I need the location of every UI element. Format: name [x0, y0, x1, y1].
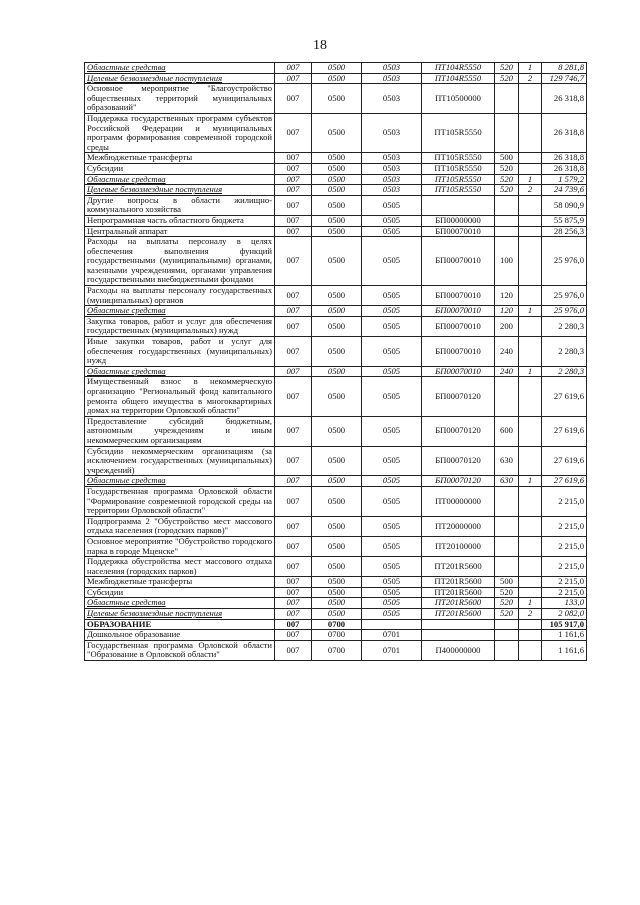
section-code-cell: 0500 [312, 286, 362, 306]
subsection-code-cell [362, 619, 422, 630]
ministry-code-cell: 007 [275, 237, 312, 286]
table-row [85, 286, 587, 306]
expense-type-cell [495, 536, 519, 556]
funding-source-cell [519, 446, 542, 476]
subsection-code-cell: 0505 [362, 195, 422, 215]
expense-name-cell: Субсидии [85, 163, 275, 174]
expense-name-cell: Государственная программа Орловской области "Образование в Орловской области" [85, 640, 275, 660]
subsection-code-cell: 0503 [362, 185, 422, 196]
expense-name-cell: Областные средства [85, 476, 275, 487]
target-article-cell: ПТ105R5550 [422, 185, 495, 196]
section-code-cell: 0500 [312, 306, 362, 317]
ministry-code-cell: 007 [275, 536, 312, 556]
subsection-code-cell: 0505 [362, 587, 422, 598]
section-code-cell: 0500 [312, 237, 362, 286]
subsection-code-cell: 0503 [362, 163, 422, 174]
expense-type-cell: 520 [495, 185, 519, 196]
section-code-cell: 0700 [312, 640, 362, 660]
table-row [85, 516, 587, 536]
expense-name-cell: Областные средства [85, 174, 275, 185]
funding-source-cell: 1 [519, 366, 542, 377]
target-article-cell: ПТ104R5550 [422, 63, 495, 74]
amount-cell: 27 619,6 [542, 446, 587, 476]
expense-name-cell: Непрограммная часть областного бюджета [85, 215, 275, 226]
section-code-cell: 0500 [312, 577, 362, 588]
subsection-code-cell: 0701 [362, 640, 422, 660]
table-row [85, 237, 587, 286]
target-article-cell: ПТ201R5600 [422, 609, 495, 620]
expense-name-cell: Поддержка обустройства мест массового отдыха населения (городских парков) [85, 557, 275, 577]
subsection-code-cell: 0505 [362, 516, 422, 536]
table-row [85, 446, 587, 476]
ministry-code-cell: 007 [275, 215, 312, 226]
funding-source-cell [519, 516, 542, 536]
subsection-code-cell: 0503 [362, 73, 422, 84]
expense-name-cell: Целевые безвозмездные поступления [85, 185, 275, 196]
expense-type-cell: 600 [495, 416, 519, 446]
expense-name-cell: Областные средства [85, 598, 275, 609]
amount-cell: 2 215,0 [542, 557, 587, 577]
expense-name-cell: Центральный аппарат [85, 226, 275, 237]
expense-type-cell [495, 226, 519, 237]
funding-source-cell [519, 237, 542, 286]
expense-name-cell: Областные средства [85, 366, 275, 377]
funding-source-cell [519, 215, 542, 226]
amount-cell: 2 280,3 [542, 366, 587, 377]
expense-name-cell: Расходы на выплаты персоналу в целях обеспечения выполнения функций государственными (муниципальными) органами, казенными учреждениями, органами управления государственными внебюджетными фондами [85, 237, 275, 286]
funding-source-cell [519, 113, 542, 152]
ministry-code-cell: 007 [275, 516, 312, 536]
section-code-cell: 0500 [312, 516, 362, 536]
funding-source-cell: 1 [519, 174, 542, 185]
expense-name-cell: ОБРАЗОВАНИЕ [85, 619, 275, 630]
table-row [85, 337, 587, 367]
ministry-code-cell: 007 [275, 366, 312, 377]
amount-cell: 55 875,9 [542, 215, 587, 226]
subsection-code-cell: 0503 [362, 174, 422, 185]
section-code-cell: 0500 [312, 113, 362, 152]
amount-cell: 1 161,6 [542, 640, 587, 660]
ministry-code-cell: 007 [275, 306, 312, 317]
amount-cell: 2 215,0 [542, 587, 587, 598]
ministry-code-cell: 007 [275, 185, 312, 196]
amount-cell: 2 082,0 [542, 609, 587, 620]
amount-cell: 2 215,0 [542, 486, 587, 516]
expense-name-cell: Основное мероприятие "Обустройство городского парка в городе Мценске" [85, 536, 275, 556]
section-code-cell: 0500 [312, 316, 362, 336]
target-article-cell: ПТ201R5600 [422, 557, 495, 577]
table-row [85, 366, 587, 377]
ministry-code-cell: 007 [275, 486, 312, 516]
target-article-cell: ПТ105R5550 [422, 113, 495, 152]
section-code-cell: 0500 [312, 476, 362, 487]
subsection-code-cell: 0505 [362, 577, 422, 588]
funding-source-cell [519, 84, 542, 114]
expense-type-cell: 520 [495, 163, 519, 174]
funding-source-cell [519, 486, 542, 516]
target-article-cell: ПТ105R5550 [422, 174, 495, 185]
target-article-cell: ПТ20100000 [422, 536, 495, 556]
expense-name-cell: Межбюджетные трансферты [85, 577, 275, 588]
subsection-code-cell: 0505 [362, 416, 422, 446]
ministry-code-cell: 007 [275, 630, 312, 641]
funding-source-cell [519, 630, 542, 641]
table-row [85, 84, 587, 114]
table-row [85, 486, 587, 516]
expense-type-cell: 500 [495, 153, 519, 164]
funding-source-cell: 1 [519, 476, 542, 487]
target-article-cell: ПТ201R5600 [422, 598, 495, 609]
expense-name-cell: Целевые безвозмездные поступления [85, 73, 275, 84]
expense-type-cell: 500 [495, 577, 519, 588]
ministry-code-cell: 007 [275, 226, 312, 237]
expense-type-cell [495, 113, 519, 152]
amount-cell: 58 090,9 [542, 195, 587, 215]
expense-name-cell: Дошкольное образование [85, 630, 275, 641]
amount-cell: 25 976,0 [542, 286, 587, 306]
funding-source-cell: 1 [519, 306, 542, 317]
target-article-cell: БП00070010 [422, 316, 495, 336]
expense-type-cell: 520 [495, 73, 519, 84]
table-row [85, 306, 587, 317]
expense-name-cell: Основное мероприятие "Благоустройство общественных территорий муниципальных образований" [85, 84, 275, 114]
amount-cell: 24 739,6 [542, 185, 587, 196]
expense-name-cell: Подпрограмма 2 "Обустройство мест массового отдыха населения (городских парков)" [85, 516, 275, 536]
ministry-code-cell: 007 [275, 316, 312, 336]
ministry-code-cell: 007 [275, 557, 312, 577]
subsection-code-cell: 0505 [362, 337, 422, 367]
table-row [85, 63, 587, 74]
amount-cell: 25 976,0 [542, 306, 587, 317]
funding-source-cell [519, 536, 542, 556]
section-code-cell: 0500 [312, 557, 362, 577]
amount-cell: 1 579,2 [542, 174, 587, 185]
expense-type-cell [495, 195, 519, 215]
section-code-cell: 0700 [312, 630, 362, 641]
expense-name-cell: Межбюджетные трансферты [85, 153, 275, 164]
funding-source-cell [519, 153, 542, 164]
funding-source-cell: 2 [519, 185, 542, 196]
expense-type-cell: 630 [495, 446, 519, 476]
section-code-cell: 0500 [312, 337, 362, 367]
subsection-code-cell: 0503 [362, 84, 422, 114]
subsection-code-cell: 0505 [362, 316, 422, 336]
amount-cell: 26 318,8 [542, 153, 587, 164]
expense-type-cell [495, 640, 519, 660]
expense-type-cell: 200 [495, 316, 519, 336]
funding-source-cell: 1 [519, 598, 542, 609]
target-article-cell: ПТ105R5550 [422, 153, 495, 164]
table-row [85, 163, 587, 174]
amount-cell: 28 256,3 [542, 226, 587, 237]
table-row [85, 577, 587, 588]
expense-type-cell [495, 619, 519, 630]
subsection-code-cell: 0505 [362, 598, 422, 609]
budget-table [84, 62, 587, 661]
section-code-cell: 0700 [312, 619, 362, 630]
section-code-cell: 0500 [312, 195, 362, 215]
funding-source-cell [519, 316, 542, 336]
section-code-cell: 0500 [312, 587, 362, 598]
ministry-code-cell: 007 [275, 174, 312, 185]
table-row [85, 174, 587, 185]
expense-type-cell: 240 [495, 366, 519, 377]
expense-type-cell [495, 516, 519, 536]
subsection-code-cell: 0505 [362, 476, 422, 487]
section-code-cell: 0500 [312, 174, 362, 185]
target-article-cell: БП00070010 [422, 306, 495, 317]
section-code-cell: 0500 [312, 486, 362, 516]
table-row [85, 536, 587, 556]
target-article-cell [422, 195, 495, 215]
expense-type-cell [495, 557, 519, 577]
table-row [85, 185, 587, 196]
amount-cell: 2 215,0 [542, 536, 587, 556]
expense-type-cell: 520 [495, 63, 519, 74]
subsection-code-cell: 0505 [362, 609, 422, 620]
section-code-cell: 0500 [312, 153, 362, 164]
expense-type-cell: 520 [495, 174, 519, 185]
expense-name-cell: Областные средства [85, 63, 275, 74]
subsection-code-cell: 0505 [362, 237, 422, 286]
ministry-code-cell: 007 [275, 416, 312, 446]
page-number: 18 [313, 38, 327, 53]
ministry-code-cell: 007 [275, 446, 312, 476]
subsection-code-cell: 0505 [362, 366, 422, 377]
ministry-code-cell: 007 [275, 113, 312, 152]
section-code-cell: 0500 [312, 609, 362, 620]
funding-source-cell [519, 163, 542, 174]
target-article-cell: БП00070120 [422, 377, 495, 416]
expense-name-cell: Субсидии [85, 587, 275, 598]
table-row [85, 416, 587, 446]
table-row [85, 630, 587, 641]
subsection-code-cell: 0505 [362, 486, 422, 516]
expense-type-cell: 100 [495, 237, 519, 286]
target-article-cell: ПТ00000000 [422, 486, 495, 516]
target-article-cell: ПТ20000000 [422, 516, 495, 536]
section-code-cell: 0500 [312, 63, 362, 74]
funding-source-cell [519, 577, 542, 588]
section-code-cell: 0500 [312, 366, 362, 377]
amount-cell: 2 215,0 [542, 577, 587, 588]
ministry-code-cell: 007 [275, 195, 312, 215]
section-code-cell: 0500 [312, 416, 362, 446]
subsection-code-cell: 0505 [362, 536, 422, 556]
amount-cell: 27 619,6 [542, 377, 587, 416]
subsection-code-cell: 0505 [362, 446, 422, 476]
amount-cell: 2 215,0 [542, 516, 587, 536]
funding-source-cell [519, 416, 542, 446]
table-row [85, 113, 587, 152]
expense-name-cell: Государственная программа Орловской области "Формирование современной городской среды на территории Орловской области" [85, 486, 275, 516]
section-code-cell: 0500 [312, 377, 362, 416]
table-row [85, 619, 587, 630]
target-article-cell: БП00070010 [422, 237, 495, 286]
ministry-code-cell: 007 [275, 337, 312, 367]
subsection-code-cell: 0505 [362, 557, 422, 577]
table-row [85, 609, 587, 620]
budget-table-body [85, 63, 587, 661]
expense-type-cell: 120 [495, 286, 519, 306]
subsection-code-cell: 0503 [362, 63, 422, 74]
ministry-code-cell: 007 [275, 73, 312, 84]
ministry-code-cell: 007 [275, 577, 312, 588]
funding-source-cell [519, 619, 542, 630]
ministry-code-cell: 007 [275, 619, 312, 630]
ministry-code-cell: 007 [275, 609, 312, 620]
target-article-cell [422, 619, 495, 630]
section-code-cell: 0500 [312, 73, 362, 84]
expense-type-cell [495, 486, 519, 516]
expense-name-cell: Иные закупки товаров, работ и услуг для обеспечения государственных (муниципальных) нужд [85, 337, 275, 367]
amount-cell: 2 280,3 [542, 337, 587, 367]
section-code-cell: 0500 [312, 163, 362, 174]
expense-type-cell: 520 [495, 598, 519, 609]
expense-type-cell: 520 [495, 609, 519, 620]
subsection-code-cell: 0503 [362, 153, 422, 164]
target-article-cell: БП00070120 [422, 446, 495, 476]
funding-source-cell [519, 377, 542, 416]
expense-type-cell [495, 215, 519, 226]
amount-cell: 27 619,6 [542, 416, 587, 446]
expense-name-cell: Расходы на выплаты персоналу государственных (муниципальных) органов [85, 286, 275, 306]
ministry-code-cell: 007 [275, 63, 312, 74]
amount-cell: 26 318,8 [542, 163, 587, 174]
expense-name-cell: Субсидии некоммерческим организациям (за исключением государственных (муниципальных) учреждений) [85, 446, 275, 476]
section-code-cell: 0500 [312, 84, 362, 114]
amount-cell: 133,0 [542, 598, 587, 609]
table-row [85, 587, 587, 598]
table-row [85, 476, 587, 487]
target-article-cell: БП00070010 [422, 286, 495, 306]
subsection-code-cell: 0701 [362, 630, 422, 641]
subsection-code-cell: 0505 [362, 286, 422, 306]
target-article-cell: БП00000000 [422, 215, 495, 226]
expense-name-cell: Предоставление субсидий бюджетным, автономным учреждениям и иным некоммерческим организациям [85, 416, 275, 446]
ministry-code-cell: 007 [275, 598, 312, 609]
subsection-code-cell: 0505 [362, 226, 422, 237]
amount-cell: 27 619,6 [542, 476, 587, 487]
funding-source-cell [519, 337, 542, 367]
amount-cell: 2 280,3 [542, 316, 587, 336]
section-code-cell: 0500 [312, 215, 362, 226]
ministry-code-cell: 007 [275, 377, 312, 416]
ministry-code-cell: 007 [275, 587, 312, 598]
target-article-cell: ПТ201R5600 [422, 577, 495, 588]
expense-name-cell: Поддержка государственных программ субъектов Российской Федерации и муниципальных программ формирования современной городской среды [85, 113, 275, 152]
target-article-cell: ПТ104R5550 [422, 73, 495, 84]
subsection-code-cell: 0505 [362, 306, 422, 317]
funding-source-cell [519, 286, 542, 306]
ministry-code-cell: 007 [275, 153, 312, 164]
subsection-code-cell: 0503 [362, 113, 422, 152]
table-row [85, 226, 587, 237]
ministry-code-cell: 007 [275, 84, 312, 114]
section-code-cell: 0500 [312, 185, 362, 196]
amount-cell: 26 318,8 [542, 84, 587, 114]
amount-cell: 105 917,0 [542, 619, 587, 630]
expense-type-cell: 520 [495, 587, 519, 598]
target-article-cell: БП00070010 [422, 366, 495, 377]
target-article-cell: П400000000 [422, 640, 495, 660]
funding-source-cell [519, 587, 542, 598]
funding-source-cell: 2 [519, 73, 542, 84]
funding-source-cell: 1 [519, 63, 542, 74]
amount-cell: 8 281,8 [542, 63, 587, 74]
expense-name-cell: Другие вопросы в области жилищно-коммунального хозяйства [85, 195, 275, 215]
table-row [85, 377, 587, 416]
table-row [85, 557, 587, 577]
expense-name-cell: Имущественный взнос в некоммерческую организацию "Региональный фонд капитального ремонта общего имущества в многоквартирных домах на территории Орловской области" [85, 377, 275, 416]
expense-type-cell [495, 84, 519, 114]
target-article-cell: ПТ201R5600 [422, 587, 495, 598]
ministry-code-cell: 007 [275, 640, 312, 660]
section-code-cell: 0500 [312, 226, 362, 237]
target-article-cell: БП00070010 [422, 226, 495, 237]
expense-type-cell: 240 [495, 337, 519, 367]
target-article-cell: БП00070120 [422, 416, 495, 446]
target-article-cell [422, 630, 495, 641]
funding-source-cell [519, 195, 542, 215]
expense-type-cell [495, 377, 519, 416]
table-row [85, 153, 587, 164]
table-row [85, 640, 587, 660]
amount-cell: 26 318,8 [542, 113, 587, 152]
table-row [85, 215, 587, 226]
subsection-code-cell: 0505 [362, 215, 422, 226]
expense-name-cell: Закупка товаров, работ и услуг для обеспечения государственных (муниципальных) нужд [85, 316, 275, 336]
funding-source-cell [519, 640, 542, 660]
section-code-cell: 0500 [312, 536, 362, 556]
funding-source-cell: 2 [519, 609, 542, 620]
funding-source-cell [519, 557, 542, 577]
table-row [85, 73, 587, 84]
expense-name-cell: Областные средства [85, 306, 275, 317]
expense-type-cell: 120 [495, 306, 519, 317]
section-code-cell: 0500 [312, 446, 362, 476]
target-article-cell: ПТ105R5550 [422, 163, 495, 174]
funding-source-cell [519, 226, 542, 237]
amount-cell: 1 161,6 [542, 630, 587, 641]
subsection-code-cell: 0505 [362, 377, 422, 416]
table-row [85, 195, 587, 215]
section-code-cell: 0500 [312, 598, 362, 609]
table-row [85, 316, 587, 336]
table-row [85, 598, 587, 609]
amount-cell: 25 976,0 [542, 237, 587, 286]
target-article-cell: БП00070010 [422, 337, 495, 367]
ministry-code-cell: 007 [275, 286, 312, 306]
ministry-code-cell: 007 [275, 163, 312, 174]
expense-type-cell [495, 630, 519, 641]
ministry-code-cell: 007 [275, 476, 312, 487]
expense-name-cell: Целевые безвозмездные поступления [85, 609, 275, 620]
target-article-cell: ПТ10500000 [422, 84, 495, 114]
expense-type-cell: 630 [495, 476, 519, 487]
target-article-cell: БП00070120 [422, 476, 495, 487]
amount-cell: 129 746,7 [542, 73, 587, 84]
